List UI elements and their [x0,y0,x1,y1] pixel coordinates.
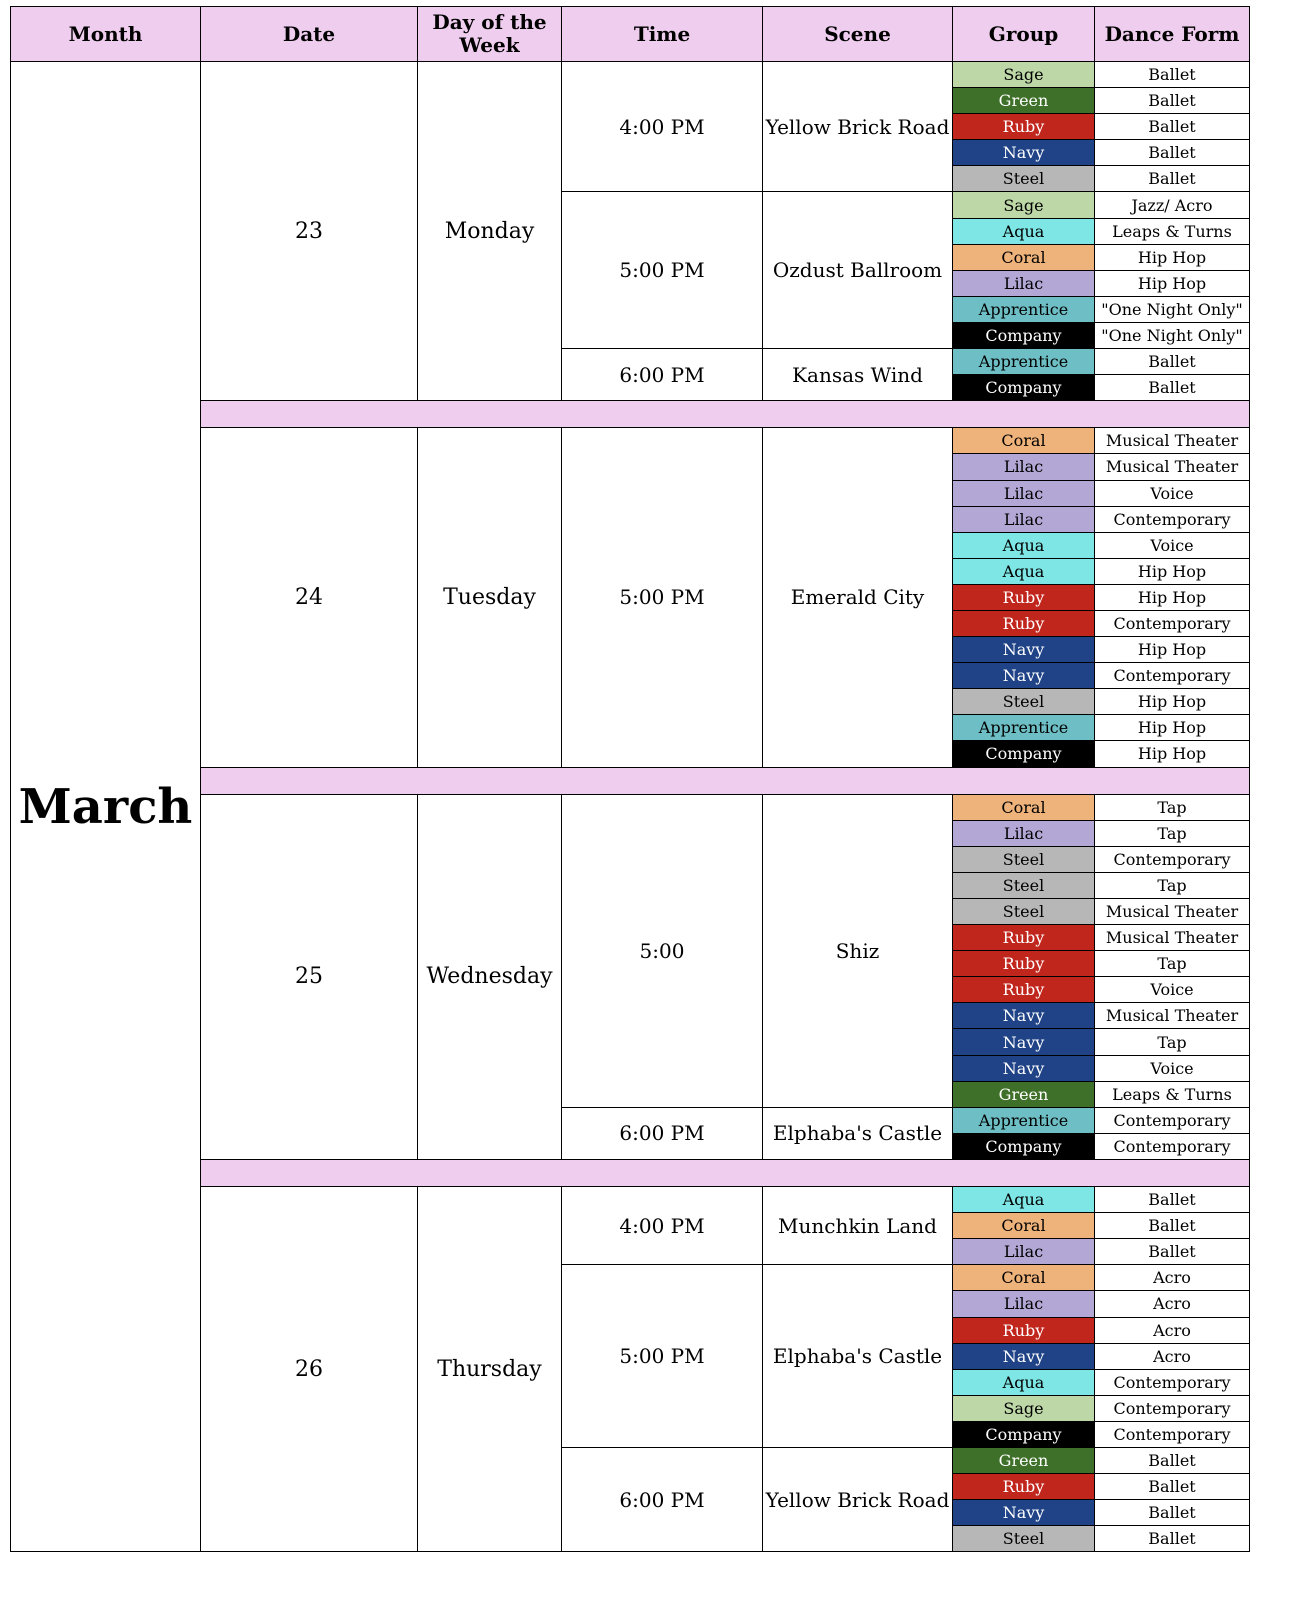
group-cell: Lilac [953,820,1095,846]
group-cell: Sage [953,192,1095,218]
scene-cell: Emerald City [763,428,953,767]
header-date: Date [201,7,418,62]
group-cell: Aqua [953,218,1095,244]
separator-band [201,1159,1250,1186]
dance-form-cell: Musical Theater [1095,428,1250,454]
group-cell: Sage [953,1395,1095,1421]
group-cell: Ruby [953,584,1095,610]
dance-form-cell: Tap [1095,872,1250,898]
group-cell: Company [953,741,1095,767]
time-cell: 6:00 PM [562,349,763,401]
dance-form-cell: Ballet [1095,1447,1250,1473]
header-group: Group [953,7,1095,62]
dance-form-cell: Tap [1095,1029,1250,1055]
table-row [11,62,1250,88]
weekday-cell: Tuesday [418,428,562,767]
group-cell: Aqua [953,1187,1095,1213]
group-cell: Lilac [953,454,1095,480]
weekday-cell: Monday [418,62,562,401]
dance-form-cell: Contemporary [1095,1395,1250,1421]
group-cell: Company [953,375,1095,401]
dance-form-cell: Ballet [1095,114,1250,140]
date-cell: 23 [201,62,418,401]
dance-form-cell: Ballet [1095,1474,1250,1500]
dance-form-cell: Contemporary [1095,663,1250,689]
dance-form-cell: Ballet [1095,1239,1250,1265]
group-cell: Coral [953,1213,1095,1239]
dance-form-cell: Hip Hop [1095,270,1250,296]
dance-form-cell: Ballet [1095,1526,1250,1552]
group-cell: Ruby [953,1317,1095,1343]
group-cell: Apprentice [953,349,1095,375]
group-cell: Aqua [953,1369,1095,1395]
dance-form-cell: Contemporary [1095,1369,1250,1395]
group-cell: Apprentice [953,1107,1095,1133]
time-cell: 5:00 PM [562,428,763,767]
dance-form-cell: Leaps & Turns [1095,218,1250,244]
dance-form-cell: "One Night Only" [1095,322,1250,348]
dance-form-cell: Ballet [1095,1500,1250,1526]
dance-form-cell: Tap [1095,794,1250,820]
group-cell: Aqua [953,558,1095,584]
scene-cell: Elphaba's Castle [763,1265,953,1448]
dance-form-cell: Hip Hop [1095,637,1250,663]
group-cell: Steel [953,689,1095,715]
dance-form-cell: "One Night Only" [1095,296,1250,322]
dance-form-cell: Musical Theater [1095,454,1250,480]
dance-form-cell: Hip Hop [1095,715,1250,741]
group-cell: Apprentice [953,296,1095,322]
group-cell: Navy [953,637,1095,663]
dance-form-cell: Voice [1095,1055,1250,1081]
group-cell: Sage [953,62,1095,88]
dance-form-cell: Tap [1095,951,1250,977]
group-cell: Green [953,1447,1095,1473]
group-cell: Navy [953,1500,1095,1526]
dance-form-cell: Musical Theater [1095,925,1250,951]
header-time: Time [562,7,763,62]
dance-form-cell: Contemporary [1095,1421,1250,1447]
group-cell: Lilac [953,270,1095,296]
group-cell: Apprentice [953,715,1095,741]
dance-form-cell: Voice [1095,532,1250,558]
group-cell: Steel [953,899,1095,925]
dance-form-cell: Jazz/ Acro [1095,192,1250,218]
group-cell: Lilac [953,1291,1095,1317]
group-cell: Navy [953,1055,1095,1081]
header-month: Month [11,7,201,62]
scene-cell: Kansas Wind [763,349,953,401]
separator-band [201,401,1250,428]
group-cell: Ruby [953,114,1095,140]
dance-form-cell: Ballet [1095,349,1250,375]
group-cell: Ruby [953,1474,1095,1500]
group-cell: Navy [953,663,1095,689]
group-cell: Ruby [953,951,1095,977]
date-cell: 25 [201,794,418,1159]
separator-band [201,767,1250,794]
dance-form-cell: Hip Hop [1095,558,1250,584]
dance-form-cell: Ballet [1095,1213,1250,1239]
group-cell: Ruby [953,977,1095,1003]
time-cell: 4:00 PM [562,1187,763,1265]
time-cell: 5:00 [562,794,763,1107]
scene-cell: Munchkin Land [763,1187,953,1265]
dance-form-cell: Voice [1095,480,1250,506]
dance-form-cell: Contemporary [1095,610,1250,636]
month-cell: March [11,62,201,1552]
header-day-of-week: Day of the Week [418,7,562,62]
dance-form-cell: Musical Theater [1095,1003,1250,1029]
dance-form-cell: Ballet [1095,166,1250,192]
dance-form-cell: Acro [1095,1291,1250,1317]
group-cell: Steel [953,1526,1095,1552]
group-cell: Steel [953,872,1095,898]
header-scene: Scene [763,7,953,62]
scene-cell: Yellow Brick Road [763,1447,953,1551]
dance-form-cell: Ballet [1095,62,1250,88]
group-cell: Lilac [953,506,1095,532]
group-cell: Aqua [953,532,1095,558]
group-cell: Navy [953,1029,1095,1055]
header-row [11,7,1250,62]
dance-form-cell: Hip Hop [1095,689,1250,715]
time-cell: 6:00 PM [562,1107,763,1159]
group-cell: Green [953,88,1095,114]
dance-form-cell: Contemporary [1095,1133,1250,1159]
schedule-body [11,62,1250,1552]
dance-form-cell: Hip Hop [1095,584,1250,610]
group-cell: Company [953,322,1095,348]
scene-cell: Shiz [763,794,953,1107]
scene-cell: Yellow Brick Road [763,62,953,192]
dance-form-cell: Contemporary [1095,846,1250,872]
group-cell: Coral [953,244,1095,270]
group-cell: Navy [953,140,1095,166]
group-cell: Lilac [953,480,1095,506]
time-cell: 5:00 PM [562,1265,763,1448]
dance-form-cell: Musical Theater [1095,899,1250,925]
weekday-cell: Wednesday [418,794,562,1159]
dance-form-cell: Acro [1095,1343,1250,1369]
group-cell: Company [953,1421,1095,1447]
time-cell: 6:00 PM [562,1447,763,1551]
dance-form-cell: Ballet [1095,375,1250,401]
weekday-cell: Thursday [418,1187,562,1552]
group-cell: Lilac [953,1239,1095,1265]
dance-form-cell: Contemporary [1095,1107,1250,1133]
time-cell: 4:00 PM [562,62,763,192]
dance-form-cell: Tap [1095,820,1250,846]
date-cell: 24 [201,428,418,767]
time-cell: 5:00 PM [562,192,763,349]
group-cell: Navy [953,1343,1095,1369]
group-cell: Coral [953,428,1095,454]
dance-form-cell: Ballet [1095,140,1250,166]
group-cell: Ruby [953,925,1095,951]
dance-form-cell: Voice [1095,977,1250,1003]
dance-form-cell: Ballet [1095,88,1250,114]
dance-form-cell: Acro [1095,1317,1250,1343]
dance-form-cell: Acro [1095,1265,1250,1291]
group-cell: Navy [953,1003,1095,1029]
scene-cell: Elphaba's Castle [763,1107,953,1159]
group-cell: Steel [953,846,1095,872]
schedule-table [10,6,1250,1552]
dance-form-cell: Contemporary [1095,506,1250,532]
dance-form-cell: Hip Hop [1095,244,1250,270]
group-cell: Company [953,1133,1095,1159]
group-cell: Coral [953,794,1095,820]
dance-form-cell: Hip Hop [1095,741,1250,767]
dance-form-cell: Leaps & Turns [1095,1081,1250,1107]
date-cell: 26 [201,1187,418,1552]
dance-form-cell: Ballet [1095,1187,1250,1213]
group-cell: Coral [953,1265,1095,1291]
group-cell: Ruby [953,610,1095,636]
header-dance-form: Dance Form [1095,7,1250,62]
scene-cell: Ozdust Ballroom [763,192,953,349]
group-cell: Green [953,1081,1095,1107]
group-cell: Steel [953,166,1095,192]
